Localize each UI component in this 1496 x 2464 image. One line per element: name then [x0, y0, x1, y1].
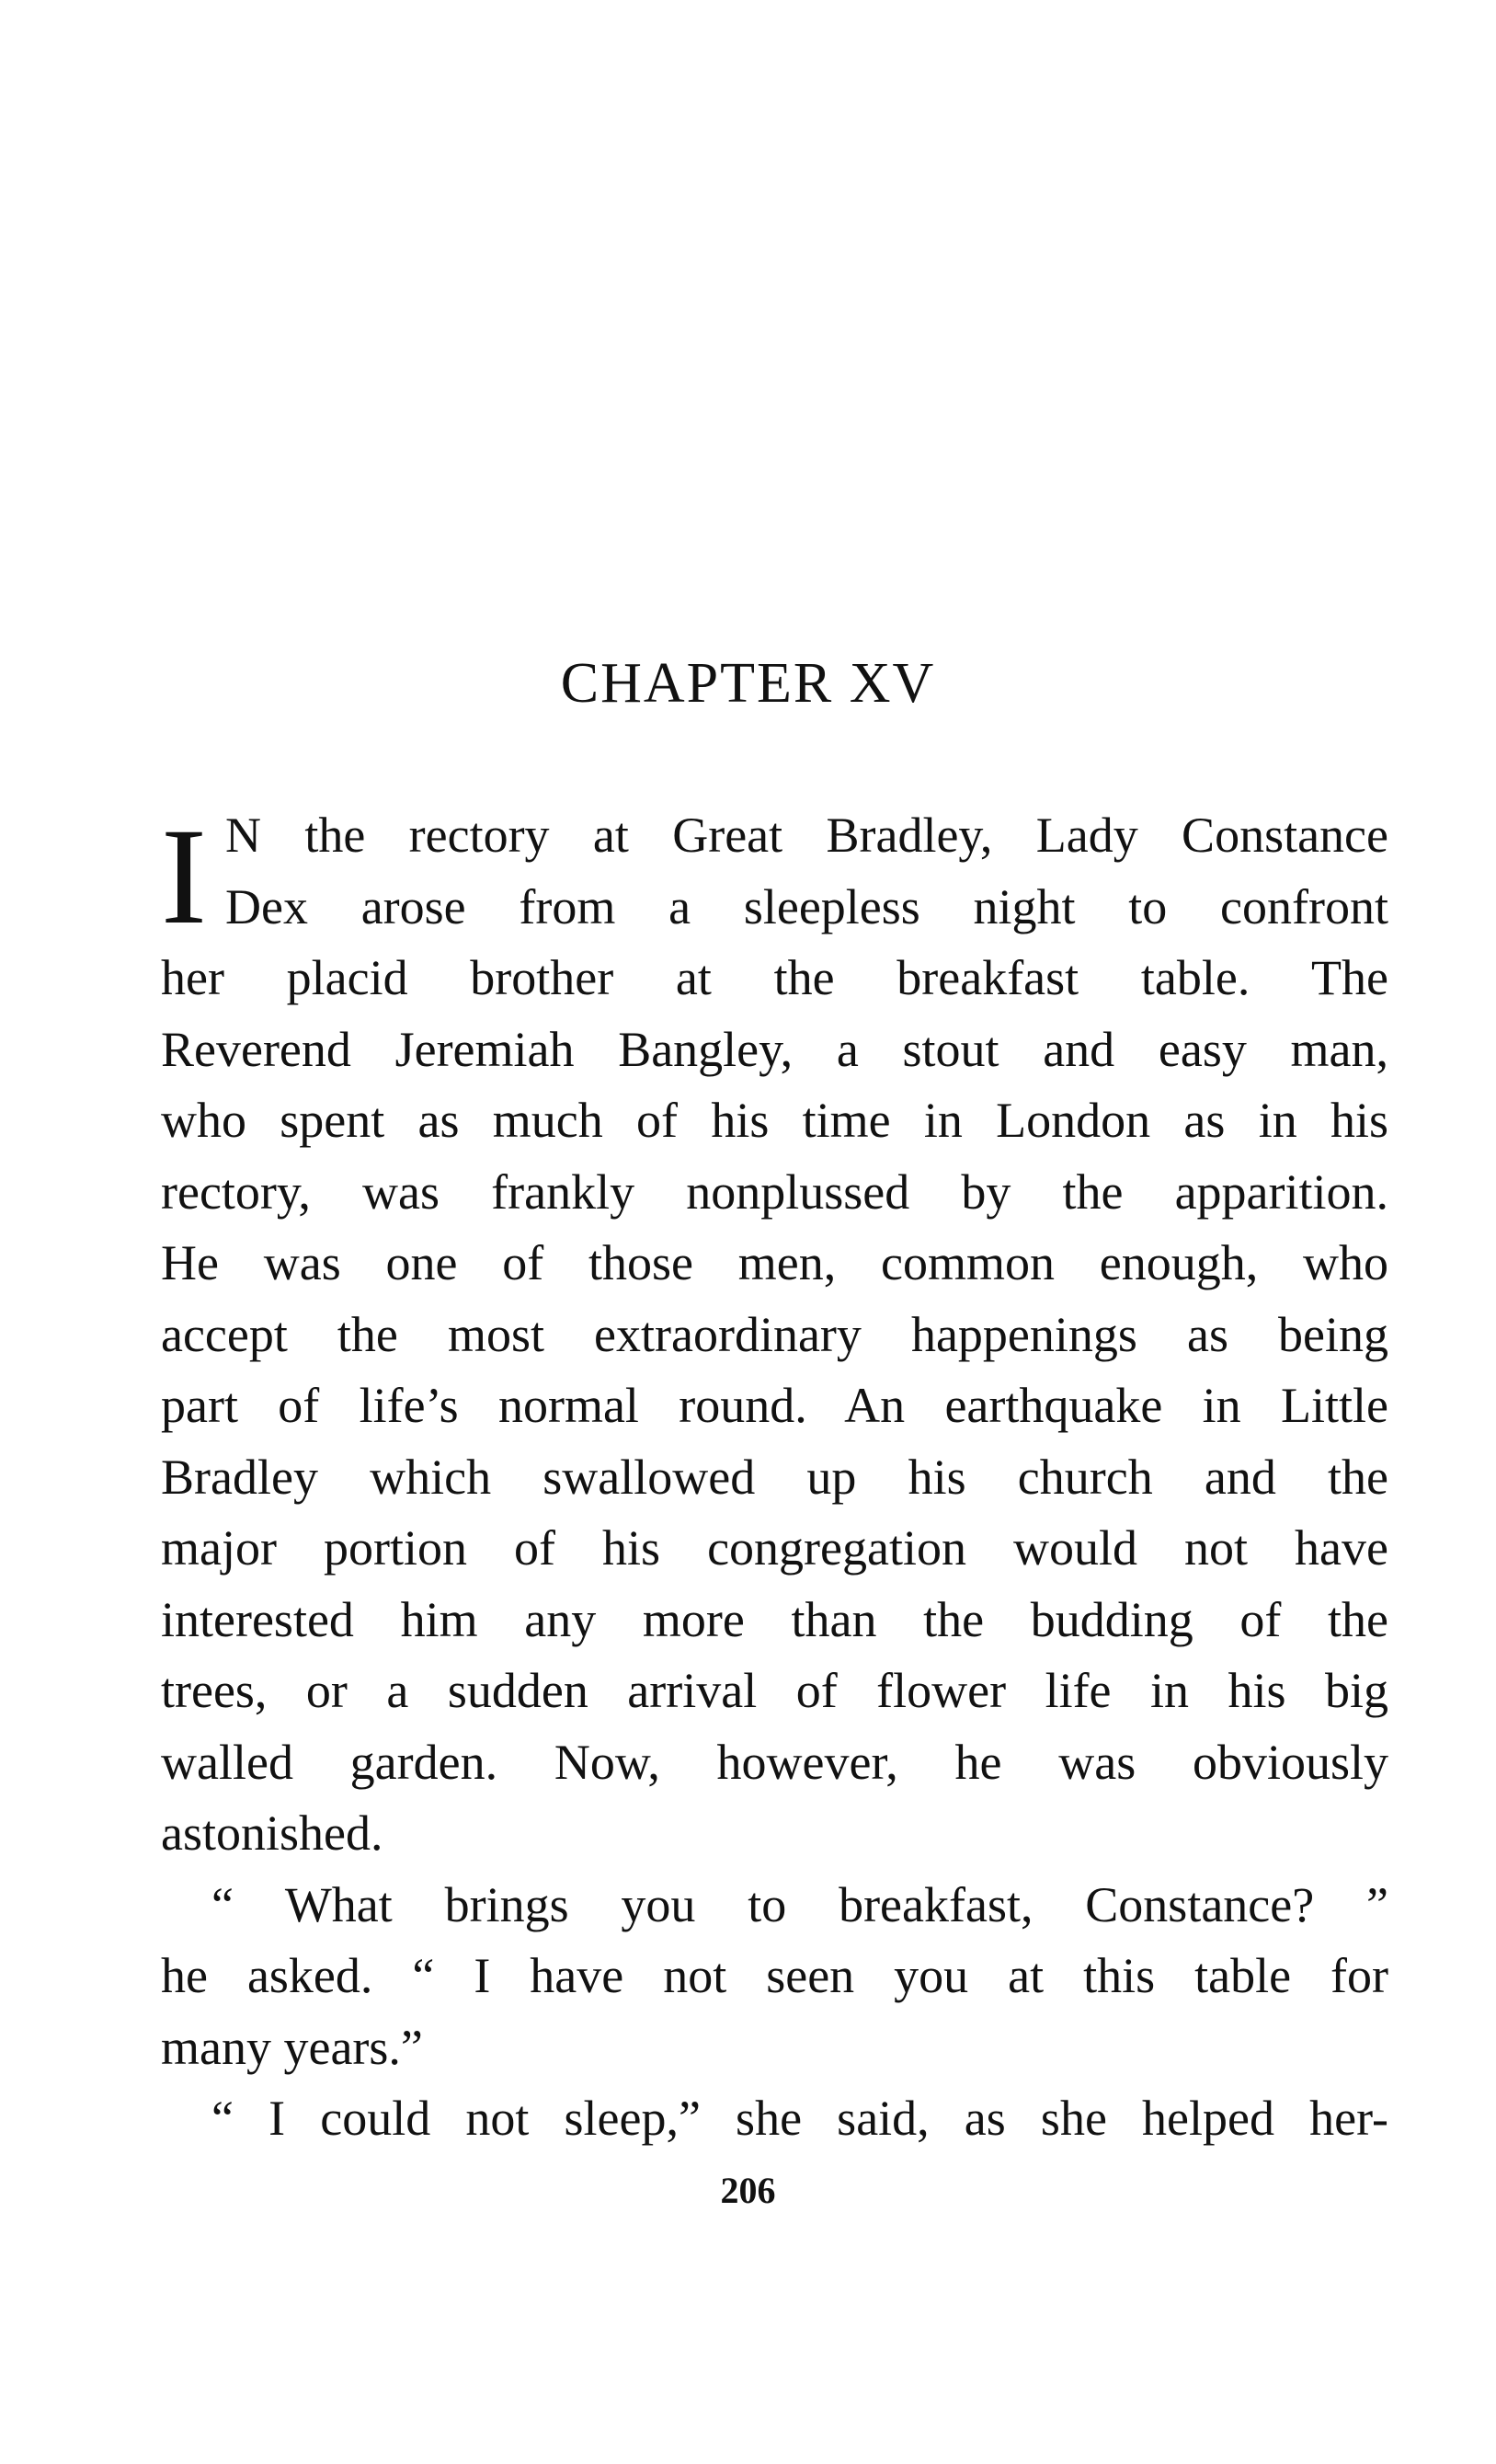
text-line-content: N the rectory at Great Bradley, Lady Constance — [225, 808, 1388, 863]
body-text — [161, 800, 1388, 2155]
paragraph-1 — [161, 800, 1388, 1870]
text-line: He was one of those men, common enough, who — [161, 1235, 1388, 1290]
drop-cap: I — [161, 800, 207, 953]
text-line: astonished. — [161, 1805, 383, 1861]
text-line: many years.” — [161, 2019, 423, 2075]
text-line: major portion of his congregation would not have — [161, 1520, 1388, 1576]
text-line: part of life’s normal round. An earthquake in Little — [161, 1378, 1388, 1433]
text-line: interested him any more than the budding of the — [161, 1591, 1388, 1647]
text-line: he asked. “ I have not seen you at this table for — [161, 1948, 1388, 2003]
text-line: Reverend Jeremiah Bangley, a stout and easy man, — [161, 1021, 1388, 1077]
paragraph-2 — [161, 1870, 1388, 2084]
text-line: trees, or a sudden arrival of flower life in his big — [161, 1663, 1388, 1718]
text-line: Bradley which swallowed up his church and the — [161, 1449, 1388, 1505]
text-line: rectory, was frankly nonplussed by the apparition. — [161, 1163, 1388, 1220]
text-line: accept the most extraordinary happenings as being — [161, 1306, 1388, 1362]
text-line: her placid brother at the breakfast table. The — [161, 950, 1388, 1005]
page-number: 206 — [720, 2170, 776, 2211]
chapter-title: CHAPTER XV — [560, 652, 936, 715]
paragraph-3 — [161, 2083, 1388, 2155]
text-line: “ What brings you to breakfast, Constance? ” — [211, 1876, 1388, 1932]
text-line: “ I could not sleep,” she said, as she helped her- — [211, 2091, 1388, 2146]
text-line: Dex arose from a sleepless night to confront — [225, 878, 1388, 934]
text-line: walled garden. Now, however, he was obviously — [161, 1734, 1388, 1790]
text-line: who spent as much of his time in London as in his — [161, 1093, 1388, 1148]
